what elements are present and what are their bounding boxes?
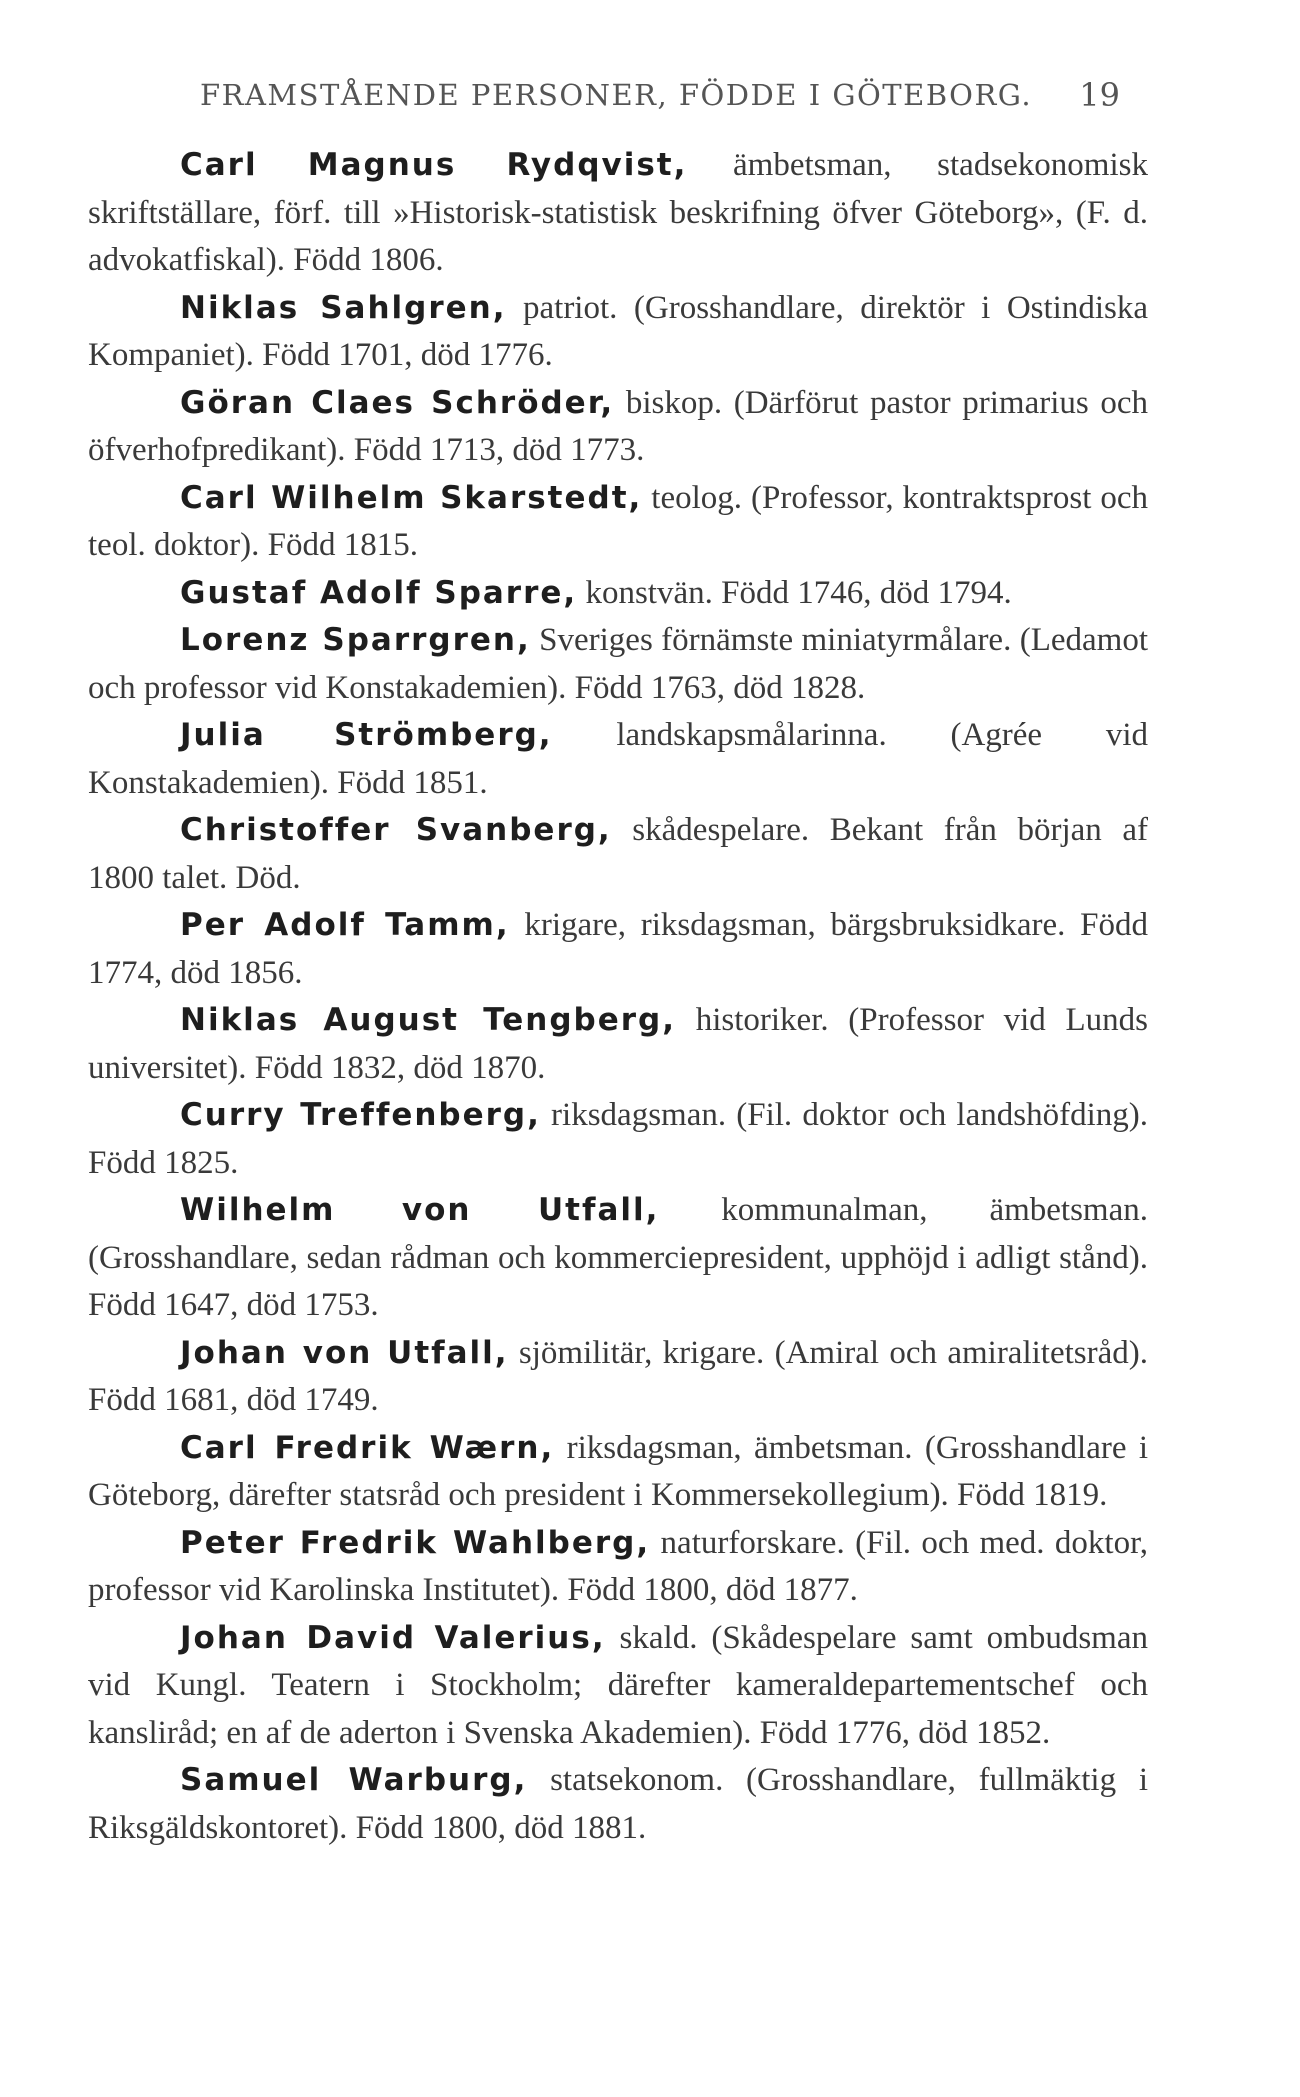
- biography-entry: [88, 1757, 1148, 1852]
- biography-entry: [88, 142, 1148, 285]
- biography-entry: [88, 1520, 1148, 1615]
- biography-entry: [88, 997, 1148, 1092]
- person-name: Peter Fredrik Wahlberg,: [180, 1524, 651, 1561]
- person-name: Niklas August Tengberg,: [180, 1002, 677, 1038]
- running-title: FRAMSTÅENDE PERSONER, FÖDDE I GÖTEBORG.: [200, 78, 1033, 112]
- person-description: sjömilitär, krigare. (Amiral och amiralitetsråd). Född 1681, död 1749.: [88, 1334, 1148, 1418]
- person-name: Carl Magnus Rydqvist,: [180, 147, 688, 183]
- biography-list: [88, 142, 1148, 1852]
- person-name: Johan von Utfall,: [180, 1334, 509, 1371]
- biography-entry: [88, 617, 1148, 712]
- person-description: krigare, riksdagsman, bärgsbruksidkare. Född 1774, död 1856.: [88, 907, 1148, 991]
- person-name: Carl Fredrik Wærn,: [180, 1429, 555, 1466]
- person-description: teolog. (Professor, kontraktsprost och teol. doktor). Född 1815.: [88, 479, 1148, 563]
- person-description: naturforskare. (Fil. och med. doktor, professor vid Karolinska Institutet). Född 1800, död 1877.: [88, 1524, 1148, 1608]
- person-name: Gustaf Adolf Sparre,: [180, 574, 578, 611]
- biography-entry: [88, 475, 1148, 570]
- person-description: riksdagsman. (Fil. doktor och landshöfding). Född 1825.: [88, 1097, 1148, 1181]
- biography-entry: [88, 1092, 1148, 1187]
- biography-entry: [88, 902, 1148, 997]
- person-name: Julia Strömberg,: [180, 717, 553, 753]
- person-name: Niklas Sahlgren,: [180, 289, 507, 326]
- person-name: Christoffer Svanberg,: [180, 812, 612, 848]
- person-name: Per Adolf Tamm,: [180, 907, 510, 943]
- person-description: statsekonom. (Grosshandlare, fullmäktig i Riksgäldskontoret). Född 1800, död 1881.: [88, 1762, 1148, 1846]
- person-description: patriot. (Grosshandlare, direktör i Ostindiska Kompaniet). Född 1701, död 1776.: [88, 289, 1148, 373]
- person-name: Lorenz Sparrgren,: [180, 622, 531, 658]
- biography-entry: [88, 1187, 1148, 1330]
- person-description: landskapsmålarinna. (Agrée vid Konstakademien). Född 1851.: [88, 717, 1148, 801]
- biography-entry: [88, 1330, 1148, 1425]
- person-description: riksdagsman, ämbetsman. (Grosshandlare i Göteborg, därefter statsråd och president i Kommersekollegium). Född 1819.: [88, 1429, 1148, 1513]
- biography-entry: [88, 712, 1148, 807]
- person-description: historiker. (Professor vid Lunds universitet). Född 1832, död 1870.: [88, 1002, 1148, 1086]
- person-description: ämbetsman, stadsekonomisk skriftställare, förf. till »Historisk-statistisk beskrifning öfver Göteborg», (F. d. advokatfiskal). Född 1806.: [88, 147, 1148, 278]
- biography-entry: [88, 570, 1148, 618]
- person-description: skald. (Skådespelare samt ombudsman vid Kungl. Teatern i Stockholm; därefter kameraldepartementschef och kansliråd; en af de aderton i Svenska Akademien). Född 1776, död 1852.: [88, 1619, 1148, 1751]
- person-description: kommunalman, ämbetsman. (Grosshandlare, sedan rådman och kommerciepresident, upphöjd i adligt stånd). Född 1647, död 1753.: [88, 1192, 1148, 1323]
- biography-entry: [88, 807, 1148, 902]
- page-header: [200, 72, 1120, 120]
- person-name: Curry Treffenberg,: [180, 1097, 541, 1133]
- person-name: Johan David Valerius,: [180, 1619, 606, 1656]
- biography-entry: [88, 1615, 1148, 1758]
- biography-entry: [88, 1425, 1148, 1520]
- person-name: Wilhelm von Utfall,: [180, 1192, 660, 1228]
- person-name: Samuel Warburg,: [180, 1762, 528, 1798]
- person-description: Sveriges förnämste miniatyrmålare. (Ledamot och professor vid Konstakademien). Född 1763, död 1828.: [88, 622, 1148, 706]
- person-description: biskop. (Därförut pastor primarius och öfverhofpredikant). Född 1713, död 1773.: [88, 384, 1148, 468]
- page-number: 19: [1079, 76, 1120, 114]
- person-name: Carl Wilhelm Skarstedt,: [180, 479, 643, 516]
- person-description: skådespelare. Bekant från början af 1800 talet. Död.: [88, 812, 1149, 896]
- person-name: Göran Claes Schröder,: [180, 384, 615, 421]
- biography-entry: [88, 285, 1148, 380]
- person-description: konstvän. Född 1746, död 1794.: [577, 574, 1012, 611]
- biography-entry: [88, 380, 1148, 475]
